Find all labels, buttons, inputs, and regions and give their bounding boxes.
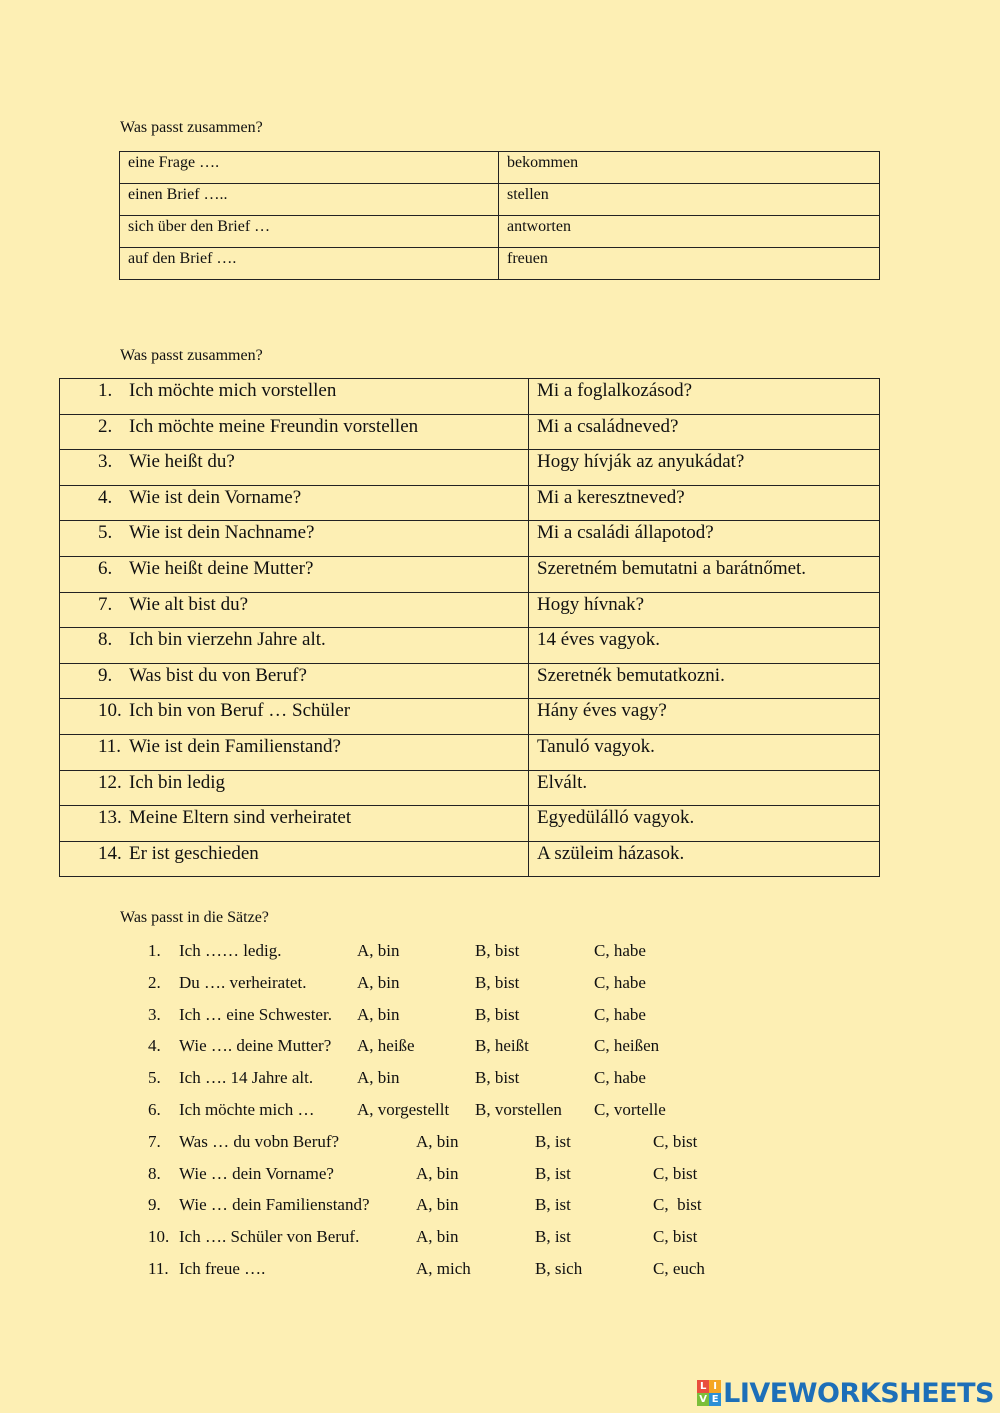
option-b: B, sich [535, 1258, 583, 1278]
table-row [60, 628, 880, 664]
option-b: B, ist [535, 1163, 571, 1183]
option-a: A, bin [416, 1195, 459, 1215]
match-left-cell [60, 521, 529, 557]
match-left-cell [60, 414, 529, 450]
row-number: 6. [98, 557, 113, 579]
match-left-cell [60, 806, 529, 842]
option-b: B, heißt [475, 1036, 529, 1056]
german-phrase: Ich bin ledig [129, 771, 226, 793]
table-row [60, 699, 880, 735]
match-left-cell [60, 734, 529, 770]
german-phrase: Er ist geschieden [129, 842, 259, 864]
match-left-cell [60, 628, 529, 664]
hungarian-phrase: Mi a foglalkozásod? [529, 379, 880, 415]
option-b: B, ist [535, 1195, 571, 1215]
option-a: A, bin [357, 972, 400, 992]
section3-heading: Was passt in die Sätze? [120, 909, 269, 926]
table-row [60, 663, 880, 699]
option-b: B, bist [475, 941, 520, 960]
table-row [120, 152, 880, 184]
german-phrase: Ich möchte meine Freundin vorstellen [129, 415, 419, 437]
option-a: A, vorgestellt [357, 1099, 450, 1119]
german-phrase: Wie ist dein Vorname? [129, 486, 302, 508]
match-left-cell [60, 699, 529, 735]
row-number: 10. [98, 700, 122, 722]
option-b: B, ist [535, 1131, 571, 1151]
match-left-cell: auf den Brief …. [120, 248, 499, 280]
german-phrase: Wie ist dein Familienstand? [129, 735, 341, 757]
match-right-cell: antworten [499, 216, 880, 248]
option-c: C, vortelle [594, 1099, 666, 1119]
match-left-cell: eine Frage …. [120, 152, 499, 184]
option-b: B, bist [475, 972, 520, 992]
item-question: Wie …. deine Mutter? [179, 1036, 332, 1056]
item-number: 5. [148, 1068, 161, 1088]
item-question: Was … du vobn Beruf? [179, 1131, 340, 1151]
hungarian-phrase: Szeretném bemutatni a barátnőmet. [529, 556, 880, 592]
option-a: A, heiße [357, 1036, 415, 1056]
option-c: C, bist [653, 1227, 698, 1247]
item-number: 3. [148, 1004, 161, 1024]
hungarian-phrase: Egyedülálló vagyok. [529, 806, 880, 842]
match-left-cell [60, 450, 529, 486]
option-b: B, bist [475, 1068, 520, 1088]
item-number: 11. [148, 1258, 169, 1278]
match-left-cell [60, 841, 529, 877]
match-left-cell [60, 663, 529, 699]
german-phrase: Ich bin vierzehn Jahre alt. [129, 629, 326, 651]
hungarian-phrase: Hogy hívnak? [529, 592, 880, 628]
option-b: B, ist [535, 1227, 571, 1247]
hungarian-phrase: Mi a keresztneved? [529, 485, 880, 521]
table-row [120, 216, 880, 248]
hungarian-phrase: Szeretnék bemutatkozni. [529, 663, 880, 699]
match-left-cell [60, 556, 529, 592]
match-left-cell: einen Brief ….. [120, 184, 499, 216]
section1-heading: Was passt zusammen? [120, 119, 263, 136]
row-number: 8. [98, 629, 113, 651]
option-c: C, bist [653, 1195, 702, 1215]
row-number: 2. [98, 415, 113, 437]
table-row [60, 379, 880, 415]
item-number: 10. [148, 1227, 170, 1247]
option-c: C, bist [653, 1131, 698, 1151]
match-left-cell: sich über den Brief … [120, 216, 499, 248]
table-row [60, 734, 880, 770]
option-a: A, bin [357, 1004, 400, 1024]
option-a: A, bin [357, 941, 400, 960]
logo-text: LIVEWORKSHEETS [723, 1377, 994, 1409]
table-row [60, 450, 880, 486]
row-number: 3. [98, 451, 113, 473]
hungarian-phrase: Mi a családi állapotod? [529, 521, 880, 557]
option-c: C, habe [594, 972, 646, 992]
option-c: C, habe [594, 1068, 646, 1088]
row-number: 7. [98, 593, 113, 615]
hungarian-phrase: Mi a családneved? [529, 414, 880, 450]
logo-mark-icon [697, 1380, 721, 1406]
hungarian-phrase: Tanuló vagyok. [529, 734, 880, 770]
logo-mark-tile: L [697, 1380, 709, 1393]
row-number: 13. [98, 807, 122, 829]
item-number: 6. [148, 1099, 161, 1119]
item-question: Ich …. 14 Jahre alt. [179, 1068, 314, 1088]
option-c: C, habe [594, 1004, 646, 1024]
match-right-cell: bekommen [499, 152, 880, 184]
hungarian-phrase: A szüleim házasok. [529, 841, 880, 877]
table-row [60, 521, 880, 557]
table-row [120, 184, 880, 216]
option-c: C, habe [594, 941, 646, 960]
match-left-cell [60, 485, 529, 521]
table-row [60, 770, 880, 806]
german-phrase: Wie heißt du? [129, 451, 235, 473]
german-phrase: Ich möchte mich vorstellen [129, 380, 337, 401]
row-number: 4. [98, 486, 113, 508]
match-table-1 [119, 151, 880, 280]
liveworksheets-logo [697, 1376, 994, 1410]
item-question: Ich …… ledig. [179, 941, 282, 960]
option-a: A, mich [416, 1258, 471, 1278]
option-c: C, euch [653, 1258, 705, 1278]
table-row [60, 841, 880, 877]
option-c: C, bist [653, 1163, 698, 1183]
german-phrase: Was bist du von Beruf? [129, 664, 307, 686]
table-row [60, 556, 880, 592]
option-b: B, vorstellen [475, 1099, 562, 1119]
item-number: 2. [148, 972, 161, 992]
german-phrase: Ich bin von Beruf … Schüler [129, 700, 351, 722]
table-row [60, 806, 880, 842]
logo-mark-tile: V [697, 1393, 709, 1406]
item-number: 4. [148, 1036, 161, 1056]
option-a: A, bin [416, 1227, 459, 1247]
match-table-2 [59, 378, 880, 877]
row-number: 12. [98, 771, 122, 793]
hungarian-phrase: Hogy hívják az anyukádat? [529, 450, 880, 486]
table-row [60, 485, 880, 521]
item-question: Ich freue …. [179, 1258, 266, 1278]
table-row [60, 592, 880, 628]
table-row [120, 248, 880, 280]
option-a: A, bin [416, 1163, 459, 1183]
hungarian-phrase: 14 éves vagyok. [529, 628, 880, 664]
item-question: Wie … dein Vorname? [179, 1163, 334, 1183]
item-number: 8. [148, 1163, 161, 1183]
row-number: 14. [98, 842, 122, 864]
item-question: Ich …. Schüler von Beruf. [179, 1227, 360, 1247]
item-number: 9. [148, 1195, 161, 1215]
item-number: 7. [148, 1131, 161, 1151]
logo-mark-tile: E [709, 1393, 721, 1406]
item-question: Ich … eine Schwester. [179, 1004, 332, 1024]
item-question: Wie … dein Familienstand? [179, 1195, 370, 1215]
option-a: A, bin [357, 1068, 400, 1088]
item-question: Ich möchte mich … [179, 1099, 315, 1119]
hungarian-phrase: Hány éves vagy? [529, 699, 880, 735]
row-number: 5. [98, 522, 113, 544]
match-left-cell [60, 770, 529, 806]
option-a: A, bin [416, 1131, 459, 1151]
match-right-cell: stellen [499, 184, 880, 216]
german-phrase: Meine Eltern sind verheiratet [129, 807, 352, 829]
section2-heading: Was passt zusammen? [120, 347, 263, 364]
logo-mark-tile: I [709, 1380, 721, 1393]
option-b: B, bist [475, 1004, 520, 1024]
row-number: 9. [98, 664, 113, 686]
item-number: 1. [148, 941, 161, 960]
german-phrase: Wie ist dein Nachname? [129, 522, 315, 544]
table-row [60, 414, 880, 450]
option-c: C, heißen [594, 1036, 660, 1056]
hungarian-phrase: Elvált. [529, 770, 880, 806]
row-number: 11. [98, 735, 122, 757]
german-phrase: Wie heißt deine Mutter? [129, 557, 314, 579]
item-question: Du …. verheiratet. [179, 972, 307, 992]
match-right-cell: freuen [499, 248, 880, 280]
german-phrase: Wie alt bist du? [129, 593, 249, 615]
match-left-cell [60, 379, 529, 415]
row-number: 1. [98, 380, 113, 401]
match-left-cell [60, 592, 529, 628]
